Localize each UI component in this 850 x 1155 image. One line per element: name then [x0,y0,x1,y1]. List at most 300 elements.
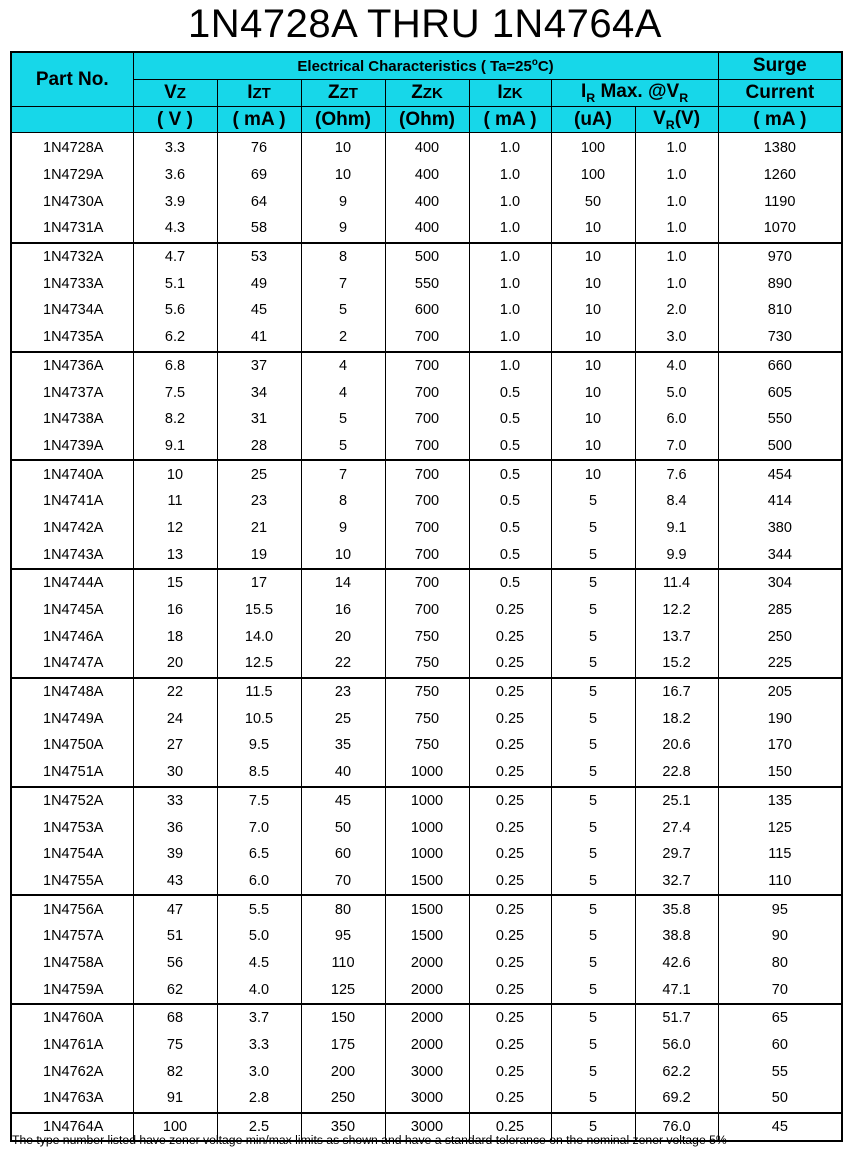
cell-izt: 37 [217,352,301,380]
header-current: Current [718,80,842,107]
cell-vz: 82 [133,1058,217,1085]
cell-vz: 22 [133,678,217,706]
table-row [11,678,842,706]
cell-izt: 69 [217,162,301,189]
cell-vz: 9.1 [133,433,217,461]
cell-izt: 28 [217,433,301,461]
cell-ir: 5 [551,541,635,569]
cell-zzk: 700 [385,433,469,461]
cell-vz: 6.2 [133,324,217,352]
header-surge: Surge [718,52,842,80]
unit-vr: $V_R(V)$ [635,107,718,133]
table-body [11,133,842,1142]
cell-izt: 10.5 [217,705,301,732]
cell-izk: 0.25 [469,705,551,732]
table-row [11,1058,842,1085]
cell-zzt: 16 [301,597,385,624]
table-row [11,488,842,515]
cell-part-no: 1N4764A [11,1113,133,1142]
cell-vz: 24 [133,705,217,732]
cell-zzk: 700 [385,406,469,433]
cell-surge: 55 [718,1058,842,1085]
cell-ir: 5 [551,950,635,977]
cell-vr: 16.7 [635,678,718,706]
cell-surge: 380 [718,515,842,542]
cell-vr: 56.0 [635,1032,718,1059]
cell-vr: 6.0 [635,406,718,433]
cell-vz: 91 [133,1085,217,1113]
cell-vz: 33 [133,787,217,815]
cell-part-no: 1N4749A [11,705,133,732]
cell-vz: 18 [133,623,217,650]
cell-izk: 0.25 [469,1113,551,1142]
cell-izt: 6.0 [217,868,301,896]
cell-izt: 8.5 [217,759,301,787]
cell-zzk: 700 [385,597,469,624]
cell-part-no: 1N4729A [11,162,133,189]
cell-surge: 250 [718,623,842,650]
table-row [11,650,842,678]
cell-izk: 0.5 [469,379,551,406]
cell-part-no: 1N4763A [11,1085,133,1113]
cell-vr: 1.0 [635,243,718,271]
cell-ir: 5 [551,923,635,950]
cell-part-no: 1N4755A [11,868,133,896]
cell-ir: 100 [551,162,635,189]
cell-izt: 5.0 [217,923,301,950]
cell-zzk: 700 [385,541,469,569]
cell-izk: 0.25 [469,976,551,1004]
cell-vz: 75 [133,1032,217,1059]
cell-zzt: 80 [301,895,385,923]
cell-ir: 50 [551,188,635,215]
cell-izk: 0.25 [469,597,551,624]
cell-vz: 39 [133,841,217,868]
cell-zzt: 95 [301,923,385,950]
cell-part-no: 1N4731A [11,215,133,243]
cell-zzt: 7 [301,460,385,488]
cell-izk: 1.0 [469,270,551,297]
cell-surge: 605 [718,379,842,406]
cell-izk: 0.25 [469,950,551,977]
cell-part-no: 1N4760A [11,1004,133,1032]
cell-zzt: 110 [301,950,385,977]
cell-zzt: 9 [301,188,385,215]
cell-zzt: 5 [301,433,385,461]
cell-izt: 6.5 [217,841,301,868]
cell-vz: 4.7 [133,243,217,271]
cell-ir: 10 [551,324,635,352]
cell-vr: 8.4 [635,488,718,515]
cell-ir: 10 [551,379,635,406]
cell-izt: 4.0 [217,976,301,1004]
cell-zzt: 23 [301,678,385,706]
cell-izt: 15.5 [217,597,301,624]
cell-surge: 285 [718,597,842,624]
cell-zzk: 500 [385,243,469,271]
cell-izt: 2.8 [217,1085,301,1113]
cell-zzt: 7 [301,270,385,297]
cell-part-no: 1N4743A [11,541,133,569]
table-row [11,814,842,841]
cell-vr: 76.0 [635,1113,718,1142]
cell-izk: 0.25 [469,759,551,787]
cell-zzk: 3000 [385,1085,469,1113]
cell-surge: 50 [718,1085,842,1113]
cell-vz: 12 [133,515,217,542]
cell-vz: 7.5 [133,379,217,406]
cell-zzk: 3000 [385,1113,469,1142]
cell-part-no: 1N4751A [11,759,133,787]
cell-part-no: 1N4742A [11,515,133,542]
cell-zzt: 350 [301,1113,385,1142]
unit-ohm-zzk: (Ohm) [385,107,469,133]
cell-zzt: 8 [301,488,385,515]
cell-vr: 13.7 [635,623,718,650]
cell-ir: 5 [551,569,635,597]
cell-ir: 10 [551,243,635,271]
cell-zzk: 400 [385,133,469,162]
zener-spec-table [10,51,843,1142]
table-row [11,297,842,324]
cell-vr: 69.2 [635,1085,718,1113]
cell-ir: 5 [551,814,635,841]
cell-ir: 10 [551,352,635,380]
cell-surge: 125 [718,814,842,841]
cell-ir: 5 [551,841,635,868]
table-row [11,515,842,542]
cell-vr: 1.0 [635,188,718,215]
cell-zzt: 10 [301,541,385,569]
cell-vr: 15.2 [635,650,718,678]
cell-zzk: 700 [385,379,469,406]
cell-zzt: 10 [301,133,385,162]
cell-vr: 27.4 [635,814,718,841]
table-row [11,950,842,977]
cell-vz: 3.9 [133,188,217,215]
cell-ir: 5 [551,597,635,624]
cell-surge: 970 [718,243,842,271]
cell-izt: 9.5 [217,732,301,759]
header-electrical: Electrical Characteristics ( $Ta=25^oC$) [133,52,718,80]
cell-part-no: 1N4747A [11,650,133,678]
cell-part-no: 1N4733A [11,270,133,297]
cell-ir: 10 [551,270,635,297]
cell-zzk: 700 [385,352,469,380]
cell-surge: 890 [718,270,842,297]
cell-vr: 1.0 [635,215,718,243]
cell-part-no: 1N4741A [11,488,133,515]
cell-izk: 0.25 [469,1085,551,1113]
cell-zzk: 2000 [385,1004,469,1032]
cell-zzk: 750 [385,623,469,650]
cell-part-no: 1N4750A [11,732,133,759]
cell-zzt: 2 [301,324,385,352]
table-row [11,705,842,732]
cell-ir: 5 [551,868,635,896]
cell-izt: 12.5 [217,650,301,678]
cell-part-no: 1N4756A [11,895,133,923]
cell-part-no: 1N4740A [11,460,133,488]
cell-surge: 1070 [718,215,842,243]
header-zzk: ZZK [385,80,469,107]
cell-zzk: 750 [385,732,469,759]
cell-vz: 8.2 [133,406,217,433]
cell-izk: 1.0 [469,215,551,243]
cell-part-no: 1N4754A [11,841,133,868]
cell-vz: 51 [133,923,217,950]
cell-vz: 13 [133,541,217,569]
cell-izk: 0.5 [469,515,551,542]
cell-izk: 0.25 [469,787,551,815]
cell-izt: 2.5 [217,1113,301,1142]
cell-part-no: 1N4761A [11,1032,133,1059]
cell-zzk: 1000 [385,787,469,815]
table-row [11,133,842,162]
cell-ir: 10 [551,406,635,433]
cell-vr: 18.2 [635,705,718,732]
cell-vz: 27 [133,732,217,759]
cell-ir: 5 [551,488,635,515]
cell-zzt: 8 [301,243,385,271]
cell-izt: 58 [217,215,301,243]
cell-ir: 10 [551,297,635,324]
cell-izk: 0.25 [469,895,551,923]
cell-zzk: 1000 [385,841,469,868]
cell-izk: 1.0 [469,297,551,324]
cell-ir: 5 [551,732,635,759]
table-row [11,324,842,352]
cell-vr: 7.6 [635,460,718,488]
table-row [11,976,842,1004]
cell-zzt: 175 [301,1032,385,1059]
cell-zzt: 9 [301,215,385,243]
cell-surge: 454 [718,460,842,488]
cell-surge: 150 [718,759,842,787]
table-row [11,460,842,488]
cell-zzt: 4 [301,352,385,380]
cell-vr: 35.8 [635,895,718,923]
unit-surge-ma: ( mA ) [718,107,842,133]
cell-ir: 5 [551,1032,635,1059]
cell-surge: 730 [718,324,842,352]
cell-vz: 4.3 [133,215,217,243]
cell-surge: 110 [718,868,842,896]
cell-vz: 5.6 [133,297,217,324]
cell-izt: 7.0 [217,814,301,841]
header-zzt: ZZT [301,80,385,107]
cell-vr: 38.8 [635,923,718,950]
cell-part-no: 1N4753A [11,814,133,841]
cell-izt: 45 [217,297,301,324]
cell-zzt: 20 [301,623,385,650]
cell-ir: 10 [551,433,635,461]
cell-zzt: 50 [301,814,385,841]
cell-izt: 25 [217,460,301,488]
cell-zzt: 10 [301,162,385,189]
cell-part-no: 1N4744A [11,569,133,597]
cell-vr: 2.0 [635,297,718,324]
table-row [11,188,842,215]
cell-izk: 0.5 [469,541,551,569]
cell-surge: 344 [718,541,842,569]
cell-vr: 11.4 [635,569,718,597]
cell-zzk: 700 [385,460,469,488]
cell-part-no: 1N4746A [11,623,133,650]
cell-part-no: 1N4739A [11,433,133,461]
cell-izt: 76 [217,133,301,162]
cell-vz: 16 [133,597,217,624]
cell-part-no: 1N4738A [11,406,133,433]
cell-zzk: 400 [385,215,469,243]
cell-part-no: 1N4730A [11,188,133,215]
unit-ohm-zzt: (Ohm) [301,107,385,133]
cell-vr: 42.6 [635,950,718,977]
header-ir-max: $I_R$ Max. $@V_R$ [551,80,718,107]
cell-vz: 3.3 [133,133,217,162]
cell-zzk: 2000 [385,976,469,1004]
cell-izk: 0.25 [469,923,551,950]
cell-part-no: 1N4734A [11,297,133,324]
cell-zzt: 35 [301,732,385,759]
cell-zzt: 4 [301,379,385,406]
cell-vr: 7.0 [635,433,718,461]
cell-izk: 0.5 [469,569,551,597]
cell-surge: 70 [718,976,842,1004]
cell-surge: 135 [718,787,842,815]
cell-ir: 5 [551,515,635,542]
cell-izt: 21 [217,515,301,542]
cell-vz: 43 [133,868,217,896]
cell-vz: 15 [133,569,217,597]
table-row [11,1032,842,1059]
table-row [11,787,842,815]
cell-ir: 5 [551,1085,635,1113]
cell-izk: 0.25 [469,1004,551,1032]
cell-surge: 810 [718,297,842,324]
cell-vr: 5.0 [635,379,718,406]
cell-surge: 115 [718,841,842,868]
cell-vr: 4.0 [635,352,718,380]
cell-ir: 5 [551,787,635,815]
cell-vr: 1.0 [635,270,718,297]
cell-zzt: 5 [301,297,385,324]
cell-izt: 34 [217,379,301,406]
table-row [11,352,842,380]
cell-ir: 5 [551,976,635,1004]
table-row [11,623,842,650]
header-part-no: Part No. [11,52,133,107]
cell-vz: 68 [133,1004,217,1032]
cell-izk: 0.5 [469,433,551,461]
cell-ir: 5 [551,1004,635,1032]
cell-zzt: 150 [301,1004,385,1032]
cell-zzt: 250 [301,1085,385,1113]
cell-izk: 0.25 [469,678,551,706]
cell-izt: 14.0 [217,623,301,650]
header-vz: VZ [133,80,217,107]
cell-surge: 90 [718,923,842,950]
table-row [11,433,842,461]
footnote: The type number listed have zener voltage min/max limits as shown and have a standard tolerance on the nominal zener voltage 5% [12,1133,727,1147]
cell-izk: 0.25 [469,732,551,759]
cell-izt: 53 [217,243,301,271]
cell-izk: 1.0 [469,188,551,215]
cell-part-no: 1N4752A [11,787,133,815]
cell-izt: 49 [217,270,301,297]
table-row [11,732,842,759]
cell-part-no: 1N4758A [11,950,133,977]
cell-vr: 12.2 [635,597,718,624]
cell-izt: 17 [217,569,301,597]
cell-vr: 20.6 [635,732,718,759]
table-row [11,270,842,297]
cell-zzt: 5 [301,406,385,433]
cell-part-no: 1N4737A [11,379,133,406]
cell-zzt: 9 [301,515,385,542]
cell-izk: 0.25 [469,1058,551,1085]
cell-vr: 29.7 [635,841,718,868]
cell-zzk: 750 [385,650,469,678]
cell-izk: 1.0 [469,162,551,189]
cell-ir: 5 [551,1058,635,1085]
cell-vr: 22.8 [635,759,718,787]
cell-izt: 5.5 [217,895,301,923]
cell-zzk: 750 [385,705,469,732]
cell-zzk: 750 [385,678,469,706]
table-row [11,868,842,896]
cell-izt: 3.0 [217,1058,301,1085]
cell-izt: 41 [217,324,301,352]
unit-ma-izt: ( mA ) [217,107,301,133]
cell-izt: 3.3 [217,1032,301,1059]
page-title: 1N4728A THRU 1N4764A [188,2,662,46]
table-row [11,597,842,624]
table-row [11,379,842,406]
cell-vz: 30 [133,759,217,787]
cell-ir: 5 [551,1113,635,1142]
header-izt: IZT [217,80,301,107]
table-row [11,406,842,433]
cell-vr: 1.0 [635,162,718,189]
cell-izt: 11.5 [217,678,301,706]
cell-surge: 500 [718,433,842,461]
cell-vr: 3.0 [635,324,718,352]
table-row [11,541,842,569]
cell-izk: 0.25 [469,841,551,868]
cell-surge: 304 [718,569,842,597]
table-row [11,215,842,243]
cell-vz: 3.6 [133,162,217,189]
cell-zzt: 14 [301,569,385,597]
cell-vr: 9.9 [635,541,718,569]
cell-surge: 414 [718,488,842,515]
cell-izt: 19 [217,541,301,569]
cell-zzk: 1500 [385,868,469,896]
cell-surge: 45 [718,1113,842,1142]
cell-zzt: 40 [301,759,385,787]
cell-ir: 5 [551,705,635,732]
cell-vr: 32.7 [635,868,718,896]
cell-izk: 1.0 [469,243,551,271]
cell-zzt: 200 [301,1058,385,1085]
cell-zzk: 700 [385,324,469,352]
cell-vr: 51.7 [635,1004,718,1032]
cell-vr: 1.0 [635,133,718,162]
cell-vz: 56 [133,950,217,977]
cell-vz: 5.1 [133,270,217,297]
unit-v: ( V ) [133,107,217,133]
